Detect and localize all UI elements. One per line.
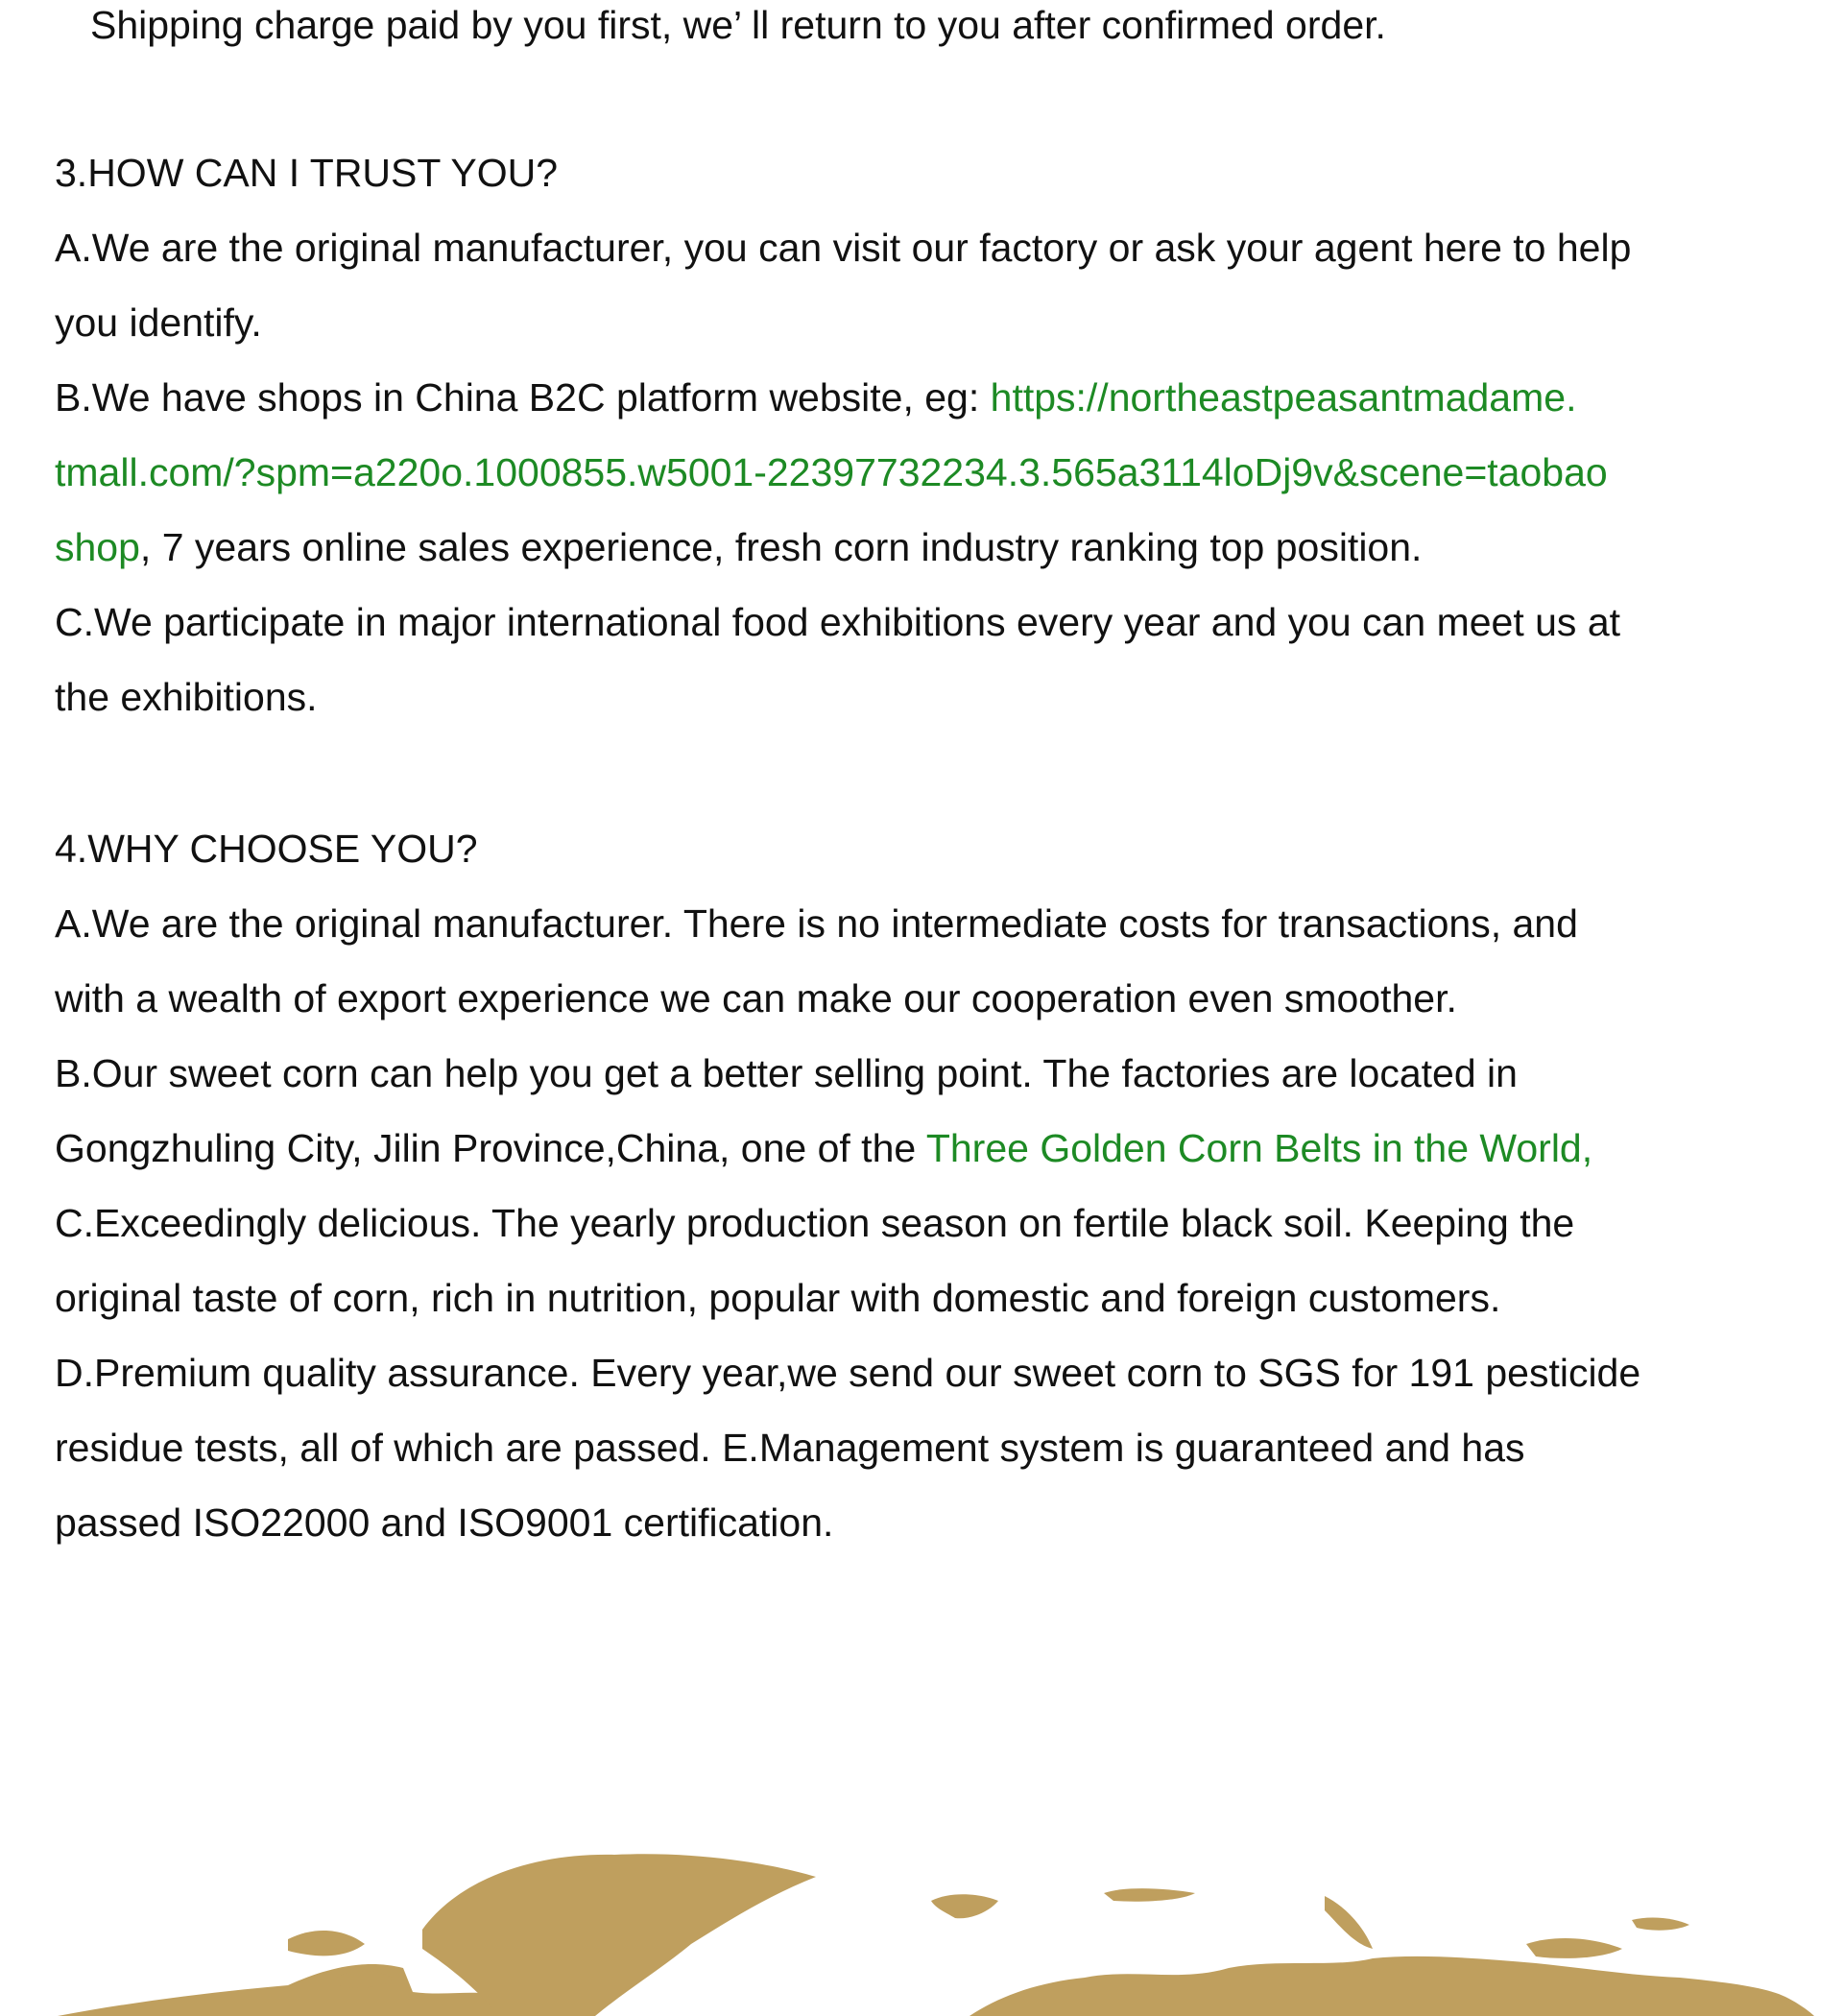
section-4-point-d-line-2: residue tests, all of which are passed. E.Management system is guaranteed and has — [55, 1426, 1525, 1470]
intro-shipping-line: Shipping charge paid by you first, we’ ll return to you after confirmed order. — [90, 3, 1386, 47]
section-4-point-b-line-2 — [55, 1126, 1593, 1170]
section-3-point-a-line-2: you identify. — [55, 300, 262, 345]
svalbard-shape — [931, 1894, 998, 1918]
greenland-shape — [422, 1854, 816, 2016]
section-4-point-a-line-1: A.We are the original manufacturer. There is no intermediate costs for transactions, and — [55, 901, 1578, 946]
tmall-shop-link-part-2[interactable]: tmall.com/?spm=a220o.1000855.w5001-22397732234.3.565a3114loDj9v&scene=taobao — [55, 450, 1608, 494]
eurasia-shape — [969, 1956, 1814, 2016]
franz-josef-shape — [1104, 1888, 1195, 1902]
section-3-point-c-line-1: C.We participate in major international food exhibitions every year and you can meet us at — [55, 600, 1621, 644]
point-b-prefix: B.We have shops in China B2C platform website, eg: — [55, 375, 991, 420]
section-4-point-d-line-3: passed ISO22000 and ISO9001 certification. — [55, 1500, 834, 1545]
section-4-point-d-line-1: D.Premium quality assurance. Every year,we send our sweet corn to SGS for 191 pesticide — [55, 1351, 1641, 1395]
section-4-heading: 4.WHY CHOOSE YOU? — [55, 827, 478, 871]
section-3-point-a-line-1: A.We are the original manufacturer, you can visit our factory or ask your agent here to help — [55, 226, 1632, 270]
siberian-islands-shape — [1632, 1918, 1689, 1931]
point-b-suffix: , 7 years online sales experience, fresh corn industry ranking top position. — [139, 525, 1423, 569]
tmall-shop-link-part-1[interactable]: https://northeastpeasantmadame. — [990, 375, 1577, 420]
taymyr-shape — [1526, 1938, 1622, 1958]
section-3-point-b-line-1 — [55, 375, 1577, 420]
arctic-islands-shape — [288, 1931, 365, 1956]
section-4-point-b-line-1: B.Our sweet corn can help you get a better selling point. The factories are located in — [55, 1051, 1518, 1095]
world-map-icon — [0, 1824, 1843, 2016]
novaya-zemlya-shape — [1325, 1896, 1373, 1949]
point-b-location: Gongzhuling City, Jilin Province,China, one of the — [55, 1126, 926, 1170]
section-3-point-c-line-2: the exhibitions. — [55, 675, 318, 719]
golden-corn-belts-highlight: Three Golden Corn Belts in the World, — [925, 1126, 1593, 1170]
section-4-point-c-line-1: C.Exceedingly delicious. The yearly production season on fertile black soil. Keeping the — [55, 1201, 1575, 1245]
section-3-heading: 3.HOW CAN I TRUST YOU? — [55, 151, 558, 195]
tmall-shop-link-part-3[interactable]: shop — [55, 525, 140, 569]
section-4-point-a-line-2: with a wealth of export experience we can make our cooperation even smoother. — [55, 976, 1457, 1020]
section-3-point-b-line-3 — [55, 525, 1423, 569]
section-4-point-c-line-2: original taste of corn, rich in nutrition, popular with domestic and foreign customers. — [55, 1276, 1501, 1320]
